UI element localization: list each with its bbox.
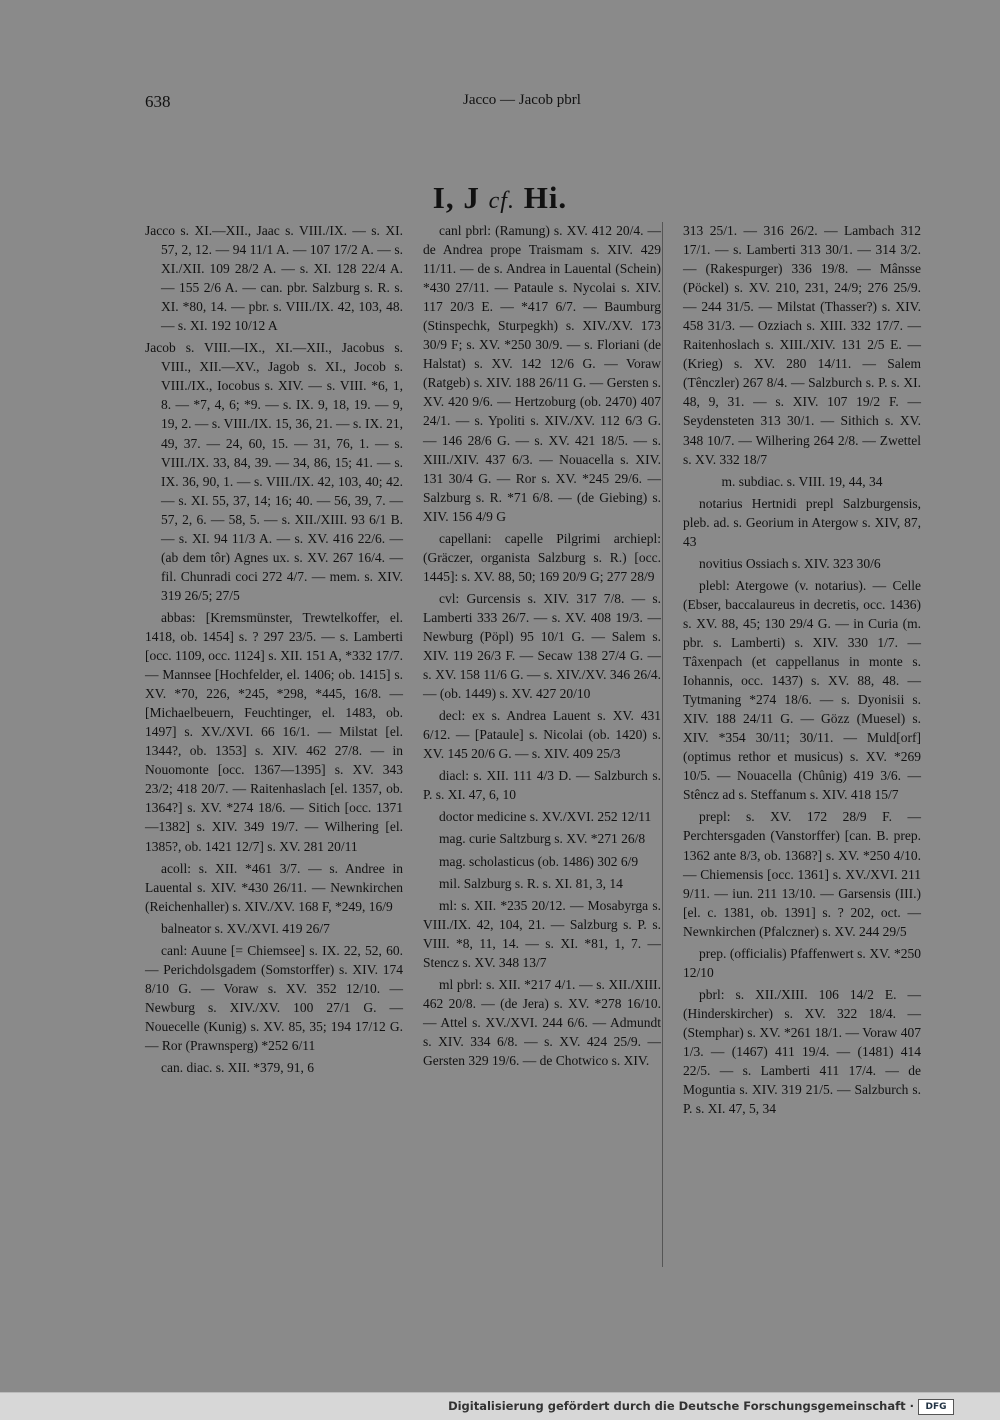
running-head: Jacco — Jacob pbrl [463,92,581,108]
entry-prep: prepl: s. XV. 172 28/9 F. — Perchtersgaden (Vanstorffer) [can. B. prep. 1362 ante 8/3, ob. 1368?] s. XV. *250 4/10. — Chiemensis [occ. 1361] s. XV./XVI. 211 9/11. — iun. 211 13/10. — Garsensis (III.) [el. c. 1381, ob. 1391] s. ? 202, oct. — Newnkirchen (Pfalczner) s. XV. 244 29/5 [683,809,921,939]
entry-can-pbr: canl pbrl: (Ramung) s. XV. 412 20/4. — de Andrea prope Traismam s. XIV. 429 11/11. — de s. Andrea in Lauental (Schein) *430 27/11. — Pataule s. Nycolai s. XIV. 117 20/3 E. — *417 6/7. — Baumburg (Stinspechk, Sturpegkh) s. XIV./XV. 173 30/9 F; s. XV. *250 30/9. — s. Floriani (de Halstat) s. XV. 142 12/6 G. — Voraw (Ratgeb) s. XIV. 188 26/11 G. — Gersten s. XV. 420 9/6. — Hertzoburg (ob. 2470) 407 24/1. — s. Ypoliti s. XIV./XV. 112 6/3 G. — 146 28/6 G. — s. XV. 421 18/5. — s. XIII./XIV. 437 6/3. — Nouacella s. XIV. 131 30/4 G. — Ror s. XV. *245 29/6. — Salzburg s. R. *71 6/8. — (de Giebing) s. XIV. 156 4/9 G [423,223,661,524]
entry-mag-scholasticus: mag. scholasticus (ob. 1486) 302 6/9 [439,853,639,869]
entry-pleb: plebl: Atergowe (v. notarius). — Celle (Ebser, baccalaureus in decretis, occ. 1436) s. XV. 88, 45; 130 29/4 G. — in Curia (m. pbr. s. Lamberti) s. XIV. 330 1/7. — Tâxenpach (et cappellanus in monte s. Iohannis, occ. 1437) s. XV. 88, 48. — Tytmaning *274 18/6. — s. Dyonisii s. XIV. 188 24/11 G. — Gözz (Muesel) s. XIV. *354 30/11; 30/11. — Muld[orf] (optimus rethor et musicus) s. XV. *269 10/5. — Nouacella (Chûnig) 419 3/6. — Stêncz ad s. Steffanum s. XIV. 418 15/7 [683,577,921,803]
entry-doctor: doctor medicine s. XV./XVI. 252 12/11 [439,809,652,825]
column-1 [145,221,403,1080]
column-rule [662,222,663,1267]
entry-can: canl: Auune [= Chiemsee] s. IX. 22, 52, 60. — Perichdolsgadem (Somstorffer) s. XIV. 174 8/10 G. — Voraw s. XV. 352 12/10. — Newburg s. XIV./XV. 100 27/1 G. — Nouecelle (Kunig) s. XV. 85, 35; 194 17/12 G. — Ror (Prawnsperg) *252 6/11 [145,942,403,1053]
entry-subdiac: m. subdiac. s. VIII. 19, 44, 34 [721,473,883,489]
dfg-logo-icon[interactable]: DFG [918,1399,954,1415]
section-title [0,180,1000,216]
page-number: 638 [145,92,171,111]
entry-can-diac: can. diac. s. XII. *379, 91, 6 [161,1060,314,1076]
section-cf: cf. [488,188,515,214]
entry-m-pbr: ml pbrl: s. XII. *217 4/1. — s. XII./XIII. 462 20/8. — (de Jera) s. XV. *278 16/10. — Attel s. XV./XVI. 244 6/6. — Admundt s. XIV. 334 6/8. — s. XV. 424 25/9. — Gersten 329 19/6. — de Chotwico s. XIV. [423,976,661,1068]
column-3 [683,221,921,1121]
column-2 [423,221,661,1073]
entry-notarius: notarius Hertnidi prepl Salzburgensis, pleb. ad. s. Georium in Atergow s. XIV, 87, 43 [683,495,921,549]
section-letters: I, J [432,180,480,215]
entry-dec: decl: ex s. Andrea Lauent s. XV. 431 6/12. — [Pataule] s. Nicolai (ob. 1420) s. XV. 145 20/6 G. — s. XIV. 409 25/3 [423,708,661,762]
entry-diac: diacl: s. XII. 111 4/3 D. — Salzburch s. P. s. XI. 47, 6, 10 [423,768,661,803]
footer-bar [0,1392,1000,1420]
entry-mil: mil. Salzburg s. R. s. XI. 81, 3, 14 [439,875,623,891]
entry-capellani: capellani: capelle Pilgrimi archiepl: (Gräczer, organista Salzburg s. R.) [occ. 1445]: s. XV. 88, 50; 169 20/9 G; 277 28/9 [423,530,661,584]
entry-acol: acoll: s. XII. *461 3/7. — s. Andree in Lauental s. XIV. *430 26/11. — Newnkirchen (Reichenhaller) s. XIV./XV. 168 F, *249, 16/9 [145,860,403,914]
entry-prep-officialis: prep. (officialis) Pfaffenwert s. XV. *250 12/10 [683,945,921,980]
entry-continued: 313 25/1. — 316 26/2. — Lambach 312 17/1. — s. Lamberti 313 30/1. — 314 3/2. — (Rakespurger) 336 19/8. — Mânsse (Pöckel) s. XV. 210, 231, 24/9; 276 25/9. — 244 31/5. — Milstat (Thasser?) s. XIV. 458 31/3. — Ozziach s. XIII. 332 17/7. — Raitenhoslach s. XIII./XIV. 131 2/5 E. — (Krieg) s. XV. 280 14/11. — Salem (Tênczler) 267 8/4. — Salzburch s. P. s. XI. 48, 9, 31. — s. XIV. 107 19/2 F. — Seydensteten 313 30/1. — Sithich s. XV. 348 10/7. — Wilhering 264 2/8. — Zwettel s. XV. 332 18/7 [683,223,921,467]
entry-pbr: pbrl: s. XII./XIII. 106 14/2 E. — (Hinderskircher) s. XV. 322 18/4. — (Stemphar) s. XV. *261 18/1. — Voraw 407 1/3. — (1467) 411 19/4. — (1481) 414 22/5. — s. Lamberti 411 17/4. — de Moguntia s. XIV. 319 21/5. — Salzburch s. P. s. XI. 47, 5, 34 [683,986,921,1117]
entry-novitius: novitius Ossiach s. XIV. 323 30/6 [699,555,881,571]
entry-cv: cvl: Gurcensis s. XIV. 317 7/8. — s. Lamberti 333 26/7. — s. XV. 408 19/3. — Newburg (Pöpl) 95 10/1 G. — Salem s. XIV. 119 26/3 F. — Secaw 138 27/4 G. — s. XV. 158 11/6 G. — s. XIV./XV. 346 26/4. — (ob. 1449) s. XV. 427 20/10 [423,590,661,702]
footer-text: Digitalisierung gefördert durch die Deutsche Forschungsgemeinschaft · [448,1399,914,1413]
entry-jacco: Jacco s. XI.—XII., Jaac s. VIII./IX. — s. XI. 57, 2, 12. — 94 11/1 A. — 107 17/2 A. — s. XI./XII. 109 28/2 A. — s. XI. 128 22/4 A. — 155 2/6 A. — can. pbr. Salzburg s. R. s. XI. *80, 14. — pbr. s. VIII./IX. 42, 103, 48. — s. XI. 192 10/12 A [145,223,403,334]
entry-m: ml: s. XII. *235 20/12. — Mosabyrga s. VIII./IX. 42, 104, 21. — Salzburg s. P. s. VIII. *8, 11, 14. — s. XI. *81, 1, 7. — Stencz s. XV. 348 13/7 [423,897,661,970]
entry-mag-curie: mag. curie Saltzburg s. XV. *271 26/8 [439,831,646,847]
section-ref: Hi. [523,180,568,215]
entry-abbas: abbas: [Kremsmünster, Trewtelkoffer, el. 1418, ob. 1454] s. ? 297 23/5. — s. Lamberti [occ. 1109, occ. 1124] s. XII. 151 A, *332 17/7. — Mannsee [Hochfelder, el. 1406; ob. 1415] s. XV. *70, 226, *245, *298, *445, 16/8. — [Michaelbeuern, Feuchtinger, el. 1483, ob. 1497] s. XV./XVI. 66 16/1. — Milstat [el. 1344?, ob. 1353] s. XIV. 462 27/8. — in Nouomonte [occ. 1367—1395] s. XV. 343 23/2; 418 20/7. — Raitenhaslach [el. 1357, ob. 1364?] s. XV. *274 18/6. — Sitich [occ. 1371—1382] s. XIV. 349 19/7. — Wilhering [el. 1385?, ob. 1421 12/7] s. XV. 281 20/11 [145,609,403,854]
entry-balneator: balneator s. XV./XVI. 419 26/7 [161,920,330,936]
entry-jacob: Jacob s. VIII.—IX., XI.—XII., Jacobus s. VIII., XII.—XV., Jagob s. XI., Jocob s. VIII./IX., Iocobus s. XIV. — s. VIII. *6, 1, 8. — *7, 4, 6; *9. — s. IX. 9, 18, 19. — 9, 19, 2. — s. VIII./IX. 15, 36, 21. — s. IX. 21, 49, 37. — 24, 60, 15. — 31, 76, 1. — s. VIII./IX. 33, 84, 39. — 34, 86, 15; 41. — s. IX. 36, 90, 1. — s. VIII./IX. 42, 103, 40; 42. — s. XI. 55, 37, 14; 16; 40. — 56, 39, 7. — 57, 2, 6. — 58, 5. — s. XII./XIII. 93 6/1 B. — s. XI. 94 11/3 A. — s. XV. 416 22/6. — (ab dem tôr) Agnes ux. s. XV. 267 16/4. — fil. Chunradi coci 272 4/7. — mem. s. XIV. 319 26/5; 27/5 [145,340,403,603]
